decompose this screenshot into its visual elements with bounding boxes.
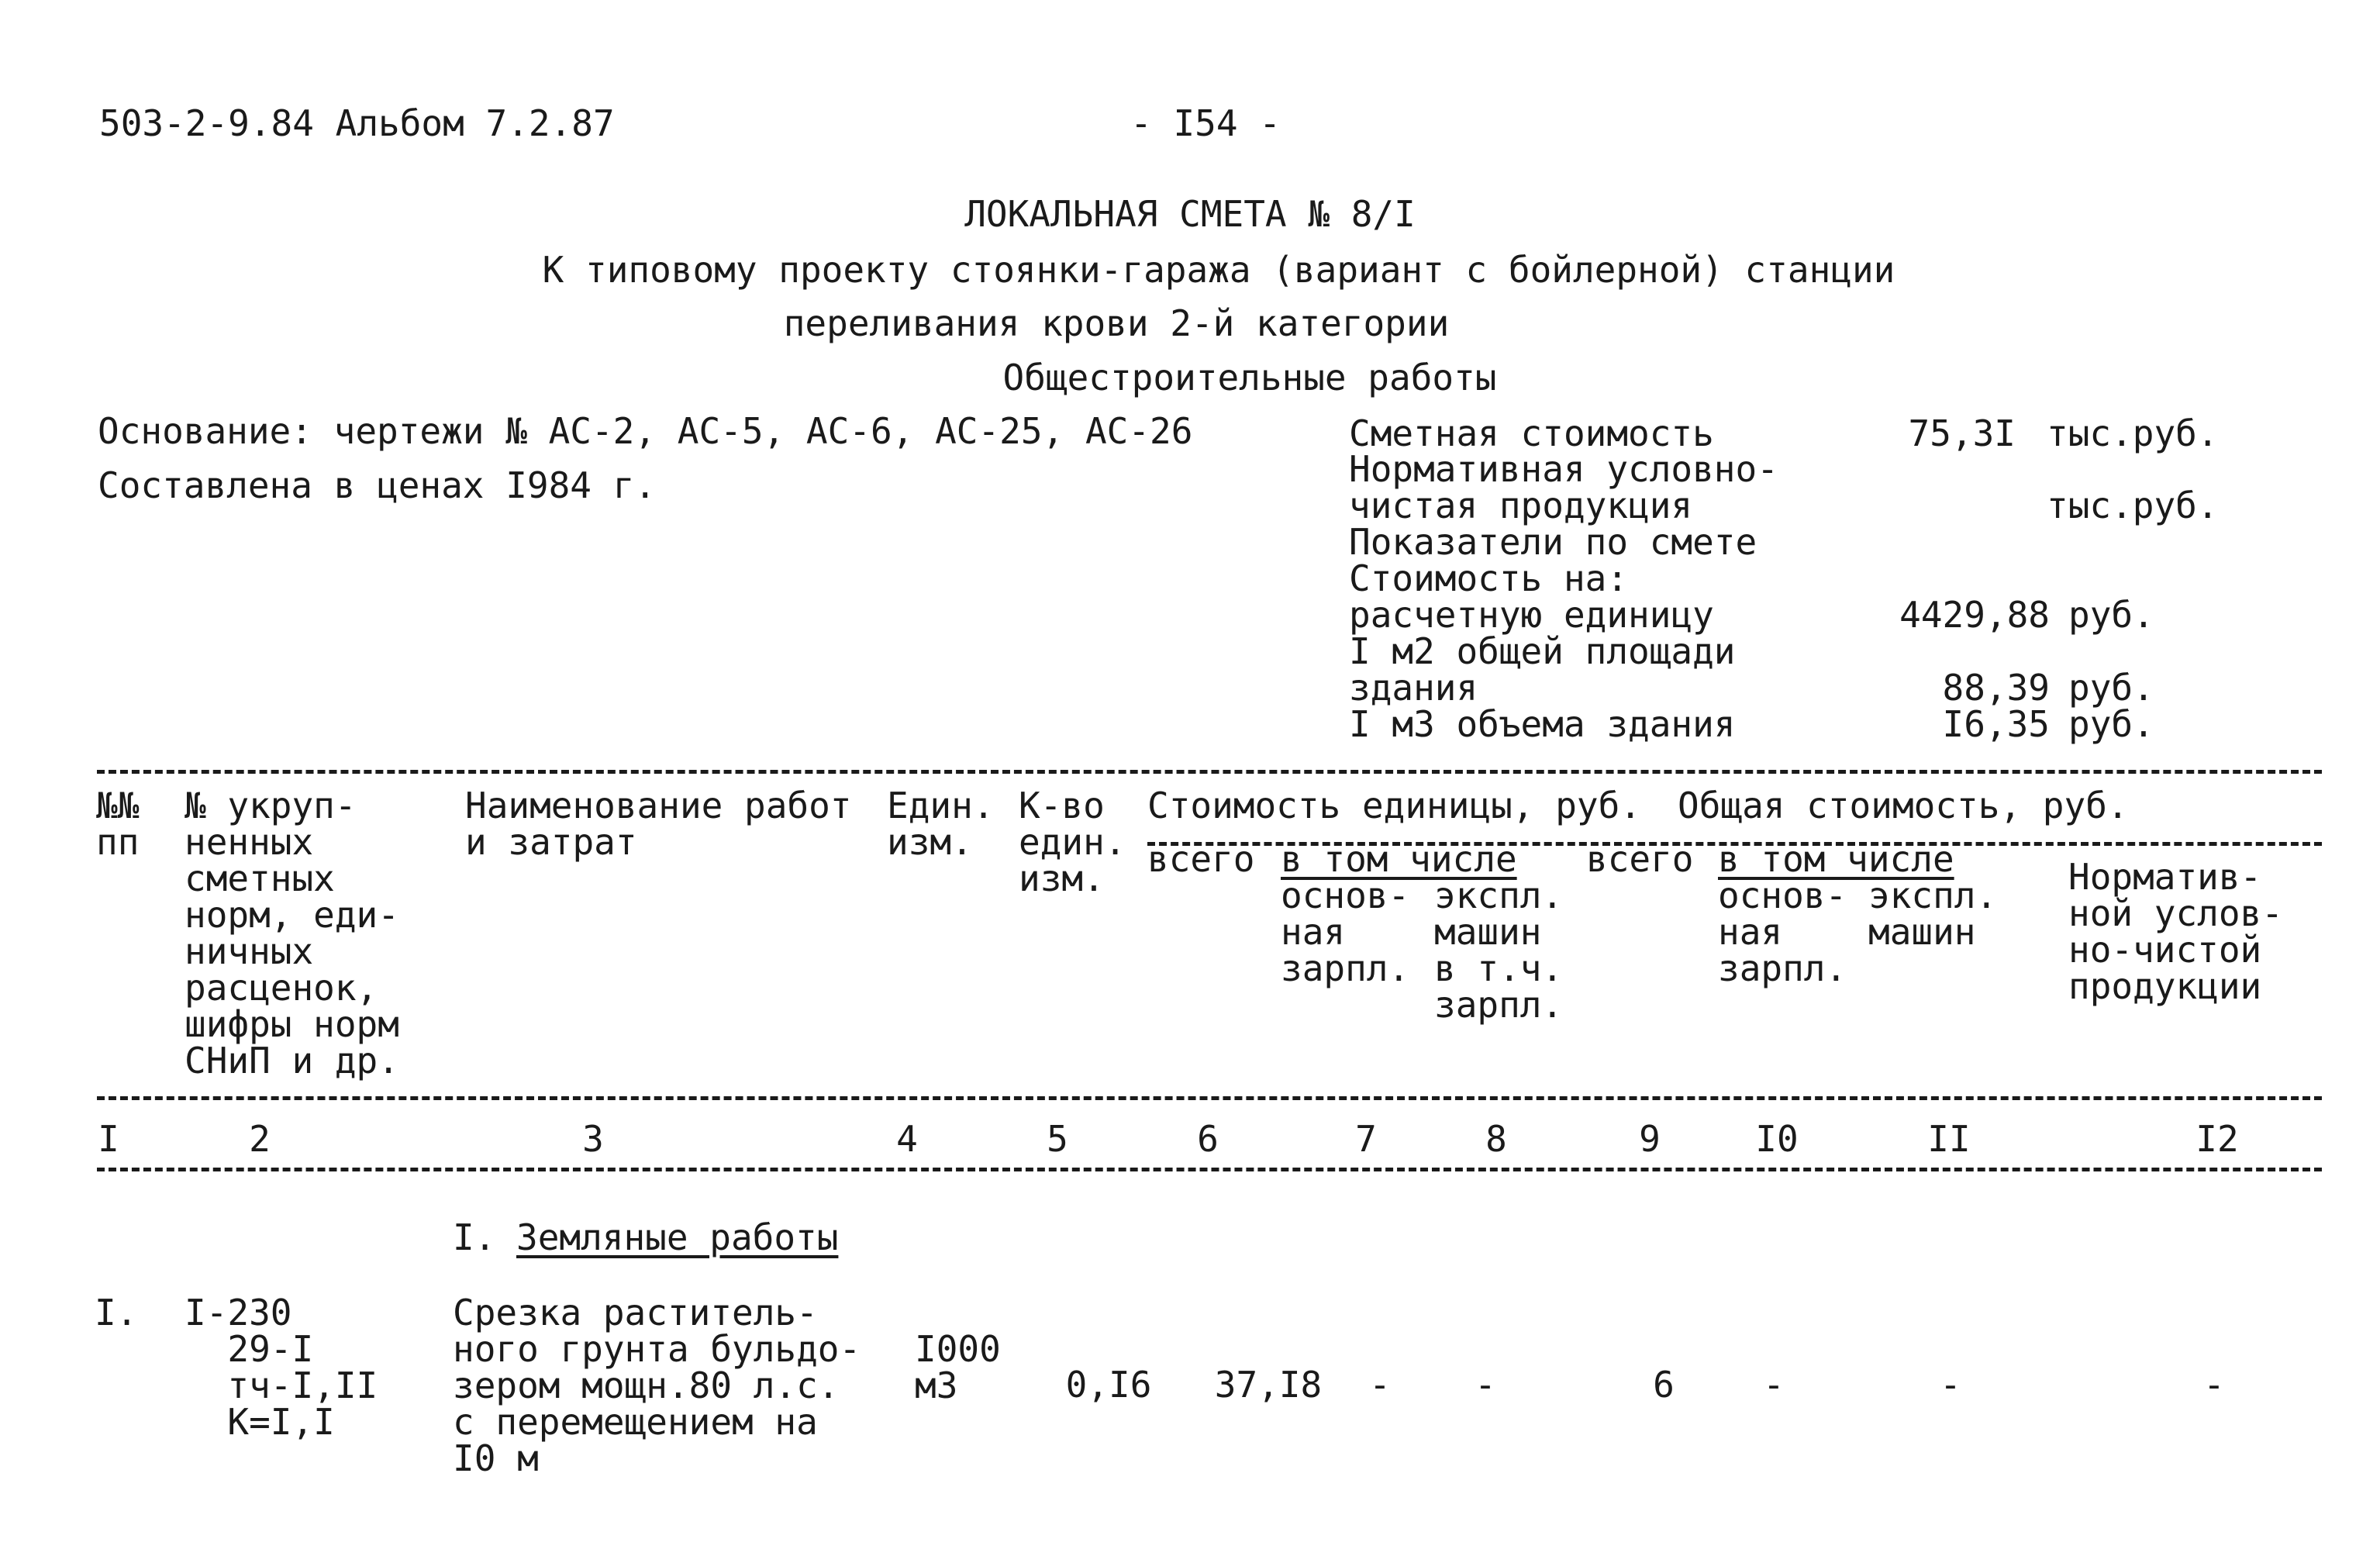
estimated-cost-label: Сметная стоимость	[1349, 412, 1714, 454]
normative-unit: тыс.руб.	[2047, 485, 2219, 526]
table-header-bottom-rule	[97, 1096, 2322, 1100]
row-quantity: 0,I6	[1065, 1364, 1152, 1406]
header-total-including: в том числе	[1718, 838, 1954, 880]
column-number-6: 6	[1197, 1118, 1219, 1160]
normative-label: Нормативная условно- чистая продукция	[1349, 448, 1778, 526]
column-number-2: 2	[249, 1118, 271, 1160]
header-col-norm-code: № укруп- ненных сметных норм, еди- ничных расценок, шифры норм СНиП и др.	[185, 785, 399, 1082]
row-unit: I000 м3	[915, 1328, 1001, 1406]
column-number-11: II	[1927, 1118, 1971, 1160]
header-total-total: всего	[1586, 838, 1694, 880]
header-total-basic-wage: основ- ная зарпл.	[1718, 875, 1847, 989]
per-m3-value: I6,35	[1942, 703, 2050, 745]
per-m3-unit: руб.	[2068, 703, 2154, 745]
header-total-cost-group: Общая стоимость, руб.	[1678, 785, 2129, 826]
section-title: Земляные работы	[516, 1216, 839, 1258]
column-number-4: 4	[896, 1118, 918, 1160]
header-col-quantity: К-во един. изм.	[1019, 785, 1126, 899]
page-number: - I54 -	[1130, 102, 1281, 144]
row-work-name: Срезка раститель- ного грунта бульдо- зером мощн.80 л.с. с перемещением на I0 м	[453, 1292, 861, 1479]
row-unit-machines: -	[1475, 1364, 1496, 1406]
header-unit-including: в том числе	[1281, 838, 1517, 880]
column-number-8: 8	[1485, 1118, 1507, 1160]
column-numbers-bottom-rule	[97, 1168, 2322, 1171]
column-number-10: I0	[1755, 1118, 1799, 1160]
header-unit-cost-group: Стоимость единицы, руб.	[1147, 785, 1641, 826]
section-number: I.	[453, 1216, 496, 1258]
per-m2-value: 88,39	[1942, 667, 2050, 709]
document-title: ЛОКАЛЬНАЯ СМЕТА № 8/I	[964, 193, 1416, 235]
column-number-7: 7	[1355, 1118, 1377, 1160]
row-total-basic-wage: -	[1763, 1364, 1785, 1406]
row-total-machines: -	[1940, 1364, 1961, 1406]
header-unit-total: всего	[1147, 838, 1255, 880]
column-number-9: 9	[1639, 1118, 1661, 1160]
document-subtitle-line-2: переливания крови 2-й категории	[783, 302, 1450, 344]
indicators-label: Показатели по смете Стоимость на:	[1349, 521, 1757, 599]
row-unit-basic-wage: -	[1369, 1364, 1391, 1406]
per-unit-value: 4429,88	[1899, 594, 2050, 636]
column-number-5: 5	[1047, 1118, 1068, 1160]
estimated-cost-unit: тыс.руб.	[2047, 412, 2219, 454]
basis-drawings: Основание: чертежи № АС-2, АС-5, АС-6, АС-25, АС-26	[98, 410, 1193, 452]
per-m2-unit: руб.	[2068, 667, 2154, 709]
per-unit-label: расчетную единицу	[1349, 594, 1714, 636]
basis-prices: Составлена в ценах I984 г.	[98, 464, 657, 506]
header-unit-machines: экспл. машин в т.ч. зарпл.	[1434, 875, 1564, 1026]
row-normative: -	[2203, 1364, 2225, 1406]
header-col-work-name: Наименование работ и затрат	[465, 785, 852, 863]
document-subtitle-line-1: К типовому проекту стоянки-гаража (вариант с бойлерной) станции	[542, 249, 1895, 291]
document-code: 503-2-9.84 Альбом 7.2.87	[99, 102, 615, 144]
row-total: 6	[1653, 1364, 1675, 1406]
document-subtitle-line-3: Общестроительные работы	[1002, 357, 1497, 398]
column-number-1: I	[98, 1118, 119, 1160]
header-total-machines: экспл. машин	[1868, 875, 1998, 953]
column-number-3: 3	[582, 1118, 604, 1160]
per-m2-label: I м2 общей площади здания	[1349, 630, 1736, 709]
estimated-cost-value: 75,3I	[1908, 412, 2016, 454]
header-col-unit: Един. изм.	[887, 785, 995, 863]
row-norm-code: I-230 29-I тч-I,II К=I,I	[185, 1292, 378, 1443]
header-unit-basic-wage: основ- ная зарпл.	[1281, 875, 1410, 989]
per-m3-label: I м3 объема здания	[1349, 703, 1736, 745]
column-number-12: I2	[2195, 1118, 2239, 1160]
header-normative-production: Норматив- ной услов- но-чистой продукции	[2068, 856, 2283, 1007]
per-unit-unit: руб.	[2068, 594, 2154, 636]
row-number: I.	[95, 1292, 138, 1333]
table-top-rule	[97, 770, 2322, 774]
header-col-number: №№ пп	[96, 785, 140, 863]
row-unit-total: 37,I8	[1214, 1364, 1323, 1406]
